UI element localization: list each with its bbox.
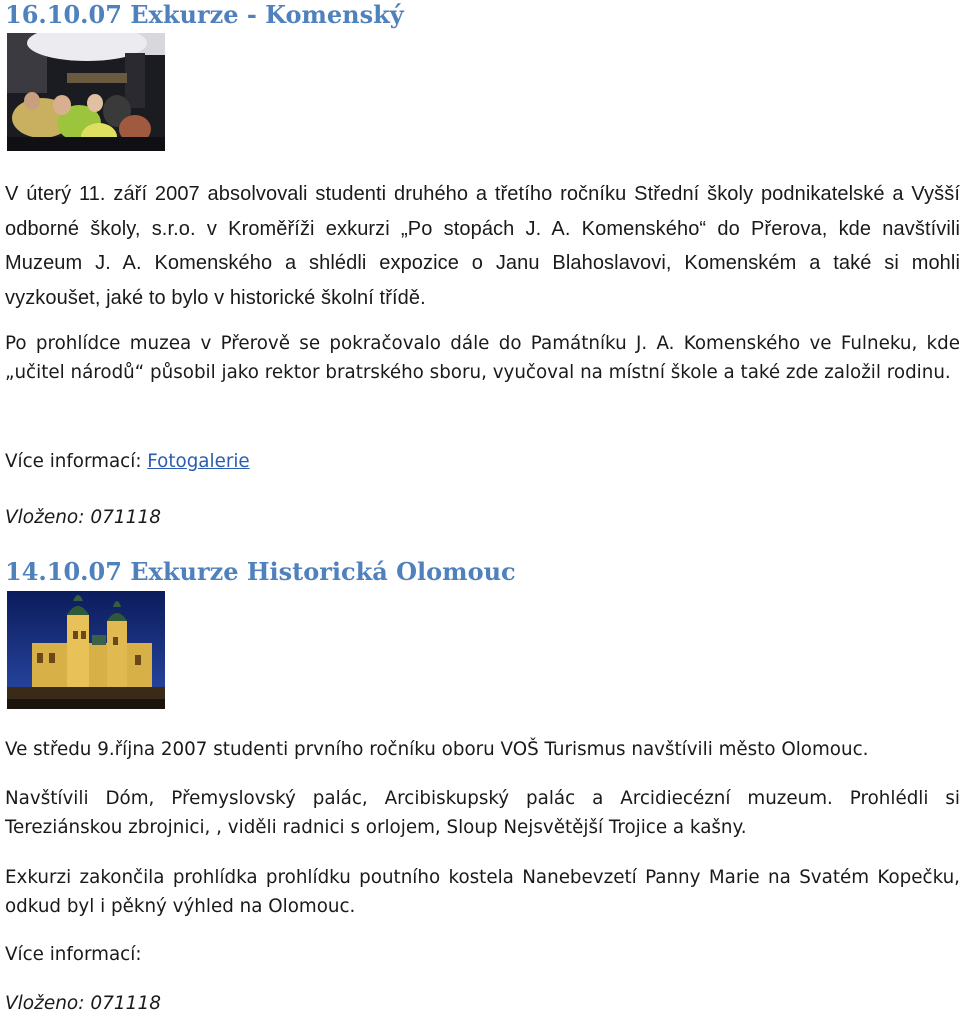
posted-date: Vloženo: 071118: [5, 993, 161, 1014]
more-info-line: [5, 448, 250, 477]
article-title-komensky: 16.10.07 Exkurze - Komenský: [5, 0, 404, 29]
photo-students-classroom: [7, 33, 165, 151]
more-info-label: Více informací:: [5, 451, 148, 472]
more-info-label: Více informací:: [5, 944, 142, 965]
article-paragraph: Navštívili Dóm, Přemyslovský palác, Arcibiskupský palác a Arcidiecézní muzeum. Prohlédli si Tereziánskou zbrojnici, , viděli radnici s orlojem, Sloup Nejsvětější Trojice a kašny.: [5, 788, 960, 838]
article-paragraph: V úterý 11. září 2007 absolvovali studenti druhého a třetího ročníku Střední školy podnikatelské a Vyšší odborné školy, s.r.o. v Kroměříži exkurzi „Po stopách J. A. Komenského“ do Přerova, kde navštívili Muzeum J. A. Komenského a shlédli expozice o Janu Blahoslavovi, Komenském a také si mohli vyzkoušet, jaké to bylo v historické školní třídě.: [5, 183, 960, 309]
article-paragraph: Po prohlídce muzea v Přerově se pokračovalo dále do Památníku J. A. Komenského ve Fulneku, kde „učitel národů“ působil jako rektor bratrského sboru, vyučoval na místní škole a také zde založil rodinu.: [5, 333, 960, 383]
photo-holy-hill-basilica: [7, 591, 165, 709]
posted-date: Vloženo: 071118: [5, 507, 161, 528]
article-paragraph: Ve středu 9.října 2007 studenti prvního ročníku oboru VOŠ Turismus navštívili město Olomouc.: [5, 739, 869, 760]
photo-gallery-link[interactable]: Fotogalerie: [147, 451, 250, 472]
article-paragraph: Exkurzi zakončila prohlídka prohlídku poutního kostela Nanebevzetí Panny Marie na Svatém Kopečku, odkud byl i pěkný výhled na Olomouc.: [5, 867, 960, 917]
article-title-olomouc: 14.10.07 Exkurze Historická Olomouc: [5, 557, 516, 586]
more-info-line: [5, 941, 141, 970]
